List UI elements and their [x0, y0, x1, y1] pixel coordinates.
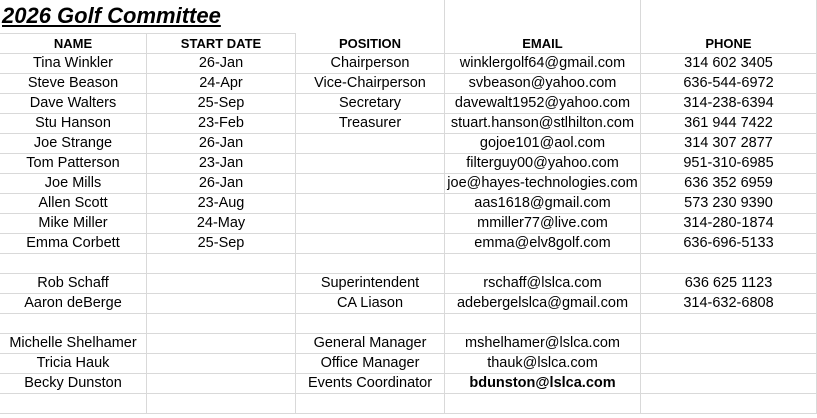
email-cell[interactable]: joe@hayes-technologies.com: [445, 174, 641, 194]
email-cell[interactable]: davewalt1952@yahoo.com: [445, 94, 641, 114]
name-cell[interactable]: Becky Dunston: [0, 374, 147, 394]
email-cell[interactable]: thauk@lslca.com: [445, 354, 641, 374]
name-cell[interactable]: [0, 254, 147, 274]
email-cell[interactable]: gojoe101@aol.com: [445, 134, 641, 154]
position-cell[interactable]: [296, 194, 445, 214]
email-cell[interactable]: mshelhamer@lslca.com: [445, 334, 641, 354]
start-date-cell[interactable]: 25-Sep: [147, 234, 296, 254]
phone-cell[interactable]: 361 944 7422: [641, 114, 817, 134]
phone-cell[interactable]: 314 602 3405: [641, 54, 817, 74]
phone-cell[interactable]: [641, 334, 817, 354]
header-name[interactable]: NAME: [0, 34, 147, 54]
position-cell[interactable]: Chairperson: [296, 54, 445, 74]
email-cell[interactable]: stuart.hanson@stlhilton.com: [445, 114, 641, 134]
name-cell[interactable]: Emma Corbett: [0, 234, 147, 254]
start-date-cell[interactable]: 26-Jan: [147, 174, 296, 194]
position-cell[interactable]: Office Manager: [296, 354, 445, 374]
start-date-cell[interactable]: [147, 274, 296, 294]
phone-cell[interactable]: 951-310-6985: [641, 154, 817, 174]
name-cell[interactable]: Stu Hanson: [0, 114, 147, 134]
email-cell[interactable]: rschaff@lslca.com: [445, 274, 641, 294]
position-cell[interactable]: [296, 394, 445, 414]
name-cell[interactable]: Tricia Hauk: [0, 354, 147, 374]
phone-cell[interactable]: [641, 254, 817, 274]
email-cell[interactable]: winklergolf64@gmail.com: [445, 54, 641, 74]
phone-cell[interactable]: 314-632-6808: [641, 294, 817, 314]
start-date-cell[interactable]: [147, 394, 296, 414]
phone-cell[interactable]: [641, 314, 817, 334]
email-cell[interactable]: filterguy00@yahoo.com: [445, 154, 641, 174]
email-cell[interactable]: [445, 254, 641, 274]
empty-cell[interactable]: [445, 0, 641, 34]
email-cell[interactable]: svbeason@yahoo.com: [445, 74, 641, 94]
name-cell[interactable]: Tom Patterson: [0, 154, 147, 174]
position-cell[interactable]: [296, 154, 445, 174]
start-date-cell[interactable]: [147, 254, 296, 274]
position-cell[interactable]: Vice-Chairperson: [296, 74, 445, 94]
name-cell[interactable]: Joe Mills: [0, 174, 147, 194]
position-cell[interactable]: [296, 214, 445, 234]
phone-cell[interactable]: [641, 394, 817, 414]
email-cell[interactable]: [445, 394, 641, 414]
phone-cell[interactable]: 636 625 1123: [641, 274, 817, 294]
position-cell[interactable]: Events Coordinator: [296, 374, 445, 394]
email-cell[interactable]: emma@elv8golf.com: [445, 234, 641, 254]
start-date-cell[interactable]: 25-Sep: [147, 94, 296, 114]
start-date-cell[interactable]: 24-Apr: [147, 74, 296, 94]
header-position[interactable]: POSITION: [296, 34, 445, 54]
name-cell[interactable]: Allen Scott: [0, 194, 147, 214]
start-date-cell[interactable]: [147, 374, 296, 394]
name-cell[interactable]: Rob Schaff: [0, 274, 147, 294]
start-date-cell[interactable]: 23-Jan: [147, 154, 296, 174]
name-cell[interactable]: [0, 394, 147, 414]
header-email[interactable]: EMAIL: [445, 34, 641, 54]
position-cell[interactable]: [296, 134, 445, 154]
header-start-date[interactable]: START DATE: [147, 34, 296, 54]
title-cell[interactable]: [0, 0, 296, 34]
position-cell[interactable]: Superintendent: [296, 274, 445, 294]
phone-cell[interactable]: [641, 374, 817, 394]
position-cell[interactable]: Treasurer: [296, 114, 445, 134]
email-cell[interactable]: bdunston@lslca.com: [445, 374, 641, 394]
start-date-cell[interactable]: 23-Feb: [147, 114, 296, 134]
start-date-cell[interactable]: [147, 354, 296, 374]
phone-cell[interactable]: 314 307 2877: [641, 134, 817, 154]
phone-cell[interactable]: [641, 354, 817, 374]
position-cell[interactable]: [296, 254, 445, 274]
start-date-cell[interactable]: 23-Aug: [147, 194, 296, 214]
position-cell[interactable]: [296, 314, 445, 334]
email-cell[interactable]: mmiller77@live.com: [445, 214, 641, 234]
start-date-cell[interactable]: [147, 314, 296, 334]
header-phone[interactable]: PHONE: [641, 34, 817, 54]
email-cell[interactable]: [445, 314, 641, 334]
empty-cell[interactable]: [641, 0, 817, 34]
email-cell[interactable]: aas1618@gmail.com: [445, 194, 641, 214]
empty-cell[interactable]: [296, 0, 445, 34]
phone-cell[interactable]: 636-544-6972: [641, 74, 817, 94]
position-cell[interactable]: Secretary: [296, 94, 445, 114]
start-date-cell[interactable]: [147, 334, 296, 354]
name-cell[interactable]: Aaron deBerge: [0, 294, 147, 314]
phone-cell[interactable]: 314-280-1874: [641, 214, 817, 234]
start-date-cell[interactable]: 26-Jan: [147, 134, 296, 154]
email-cell[interactable]: adebergelslca@gmail.com: [445, 294, 641, 314]
name-cell[interactable]: Dave Walters: [0, 94, 147, 114]
phone-cell[interactable]: 573 230 9390: [641, 194, 817, 214]
position-cell[interactable]: [296, 174, 445, 194]
name-cell[interactable]: [0, 314, 147, 334]
start-date-cell[interactable]: [147, 294, 296, 314]
sheet-title: 2026 Golf Committee: [2, 3, 221, 28]
name-cell[interactable]: Joe Strange: [0, 134, 147, 154]
phone-cell[interactable]: 314-238-6394: [641, 94, 817, 114]
start-date-cell[interactable]: 24-May: [147, 214, 296, 234]
name-cell[interactable]: Mike Miller: [0, 214, 147, 234]
name-cell[interactable]: Steve Beason: [0, 74, 147, 94]
name-cell[interactable]: Michelle Shelhamer: [0, 334, 147, 354]
phone-cell[interactable]: 636 352 6959: [641, 174, 817, 194]
name-cell[interactable]: Tina Winkler: [0, 54, 147, 74]
start-date-cell[interactable]: 26-Jan: [147, 54, 296, 74]
position-cell[interactable]: CA Liason: [296, 294, 445, 314]
phone-cell[interactable]: 636-696-5133: [641, 234, 817, 254]
position-cell[interactable]: General Manager: [296, 334, 445, 354]
position-cell[interactable]: [296, 234, 445, 254]
